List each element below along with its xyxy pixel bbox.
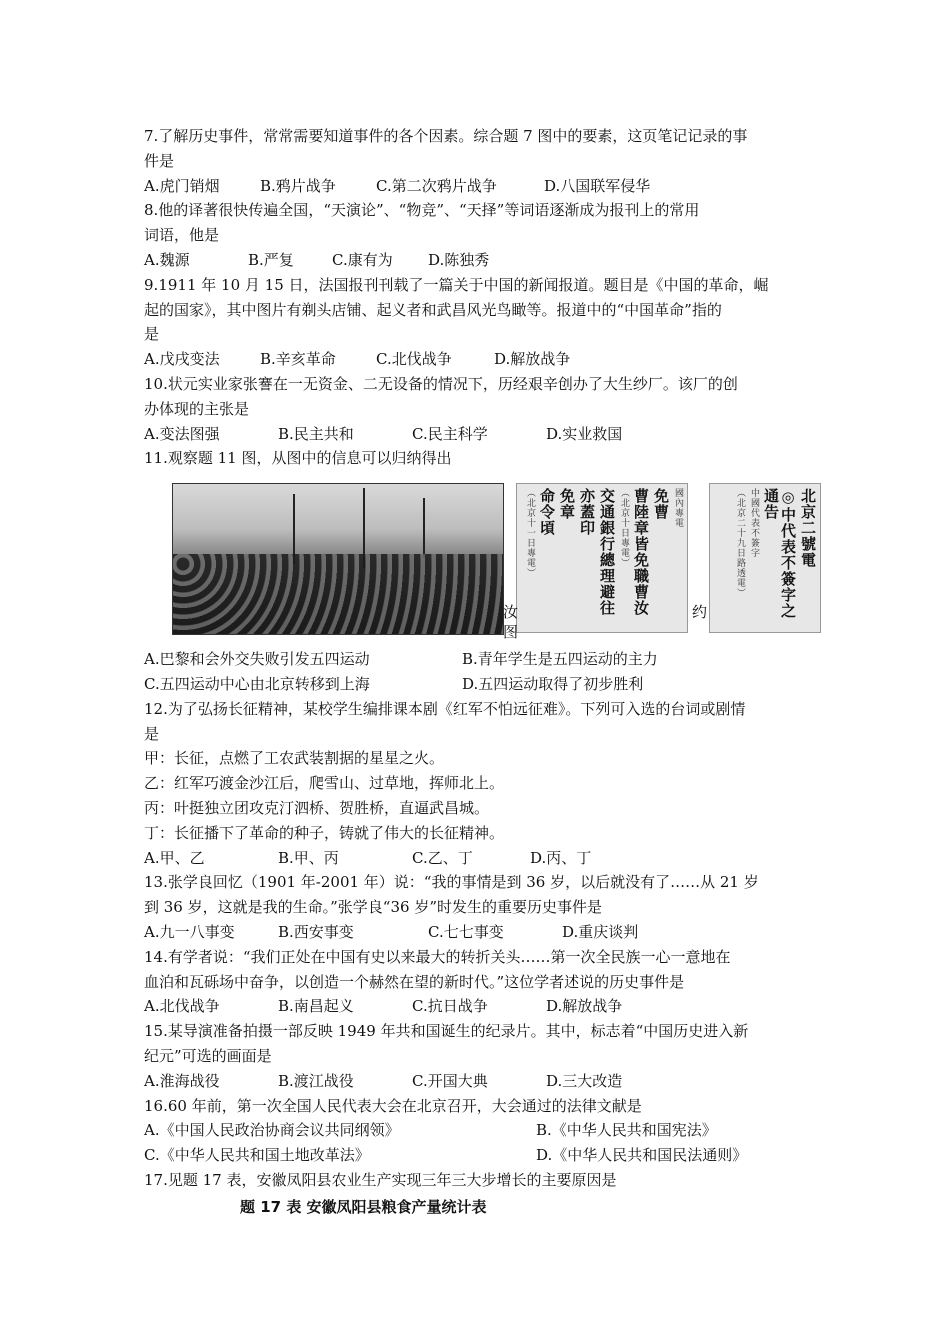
q13-options xyxy=(144,920,812,945)
q15-option-d[interactable]: D.三大改造 xyxy=(546,1071,623,1090)
q15-options xyxy=(144,1069,812,1094)
q12-item-bing: 丙：叶挺独立团攻克汀泗桥、贺胜桥，直逼武昌城。 xyxy=(144,798,490,817)
q15-option-c[interactable]: C.开国大典 xyxy=(412,1071,488,1090)
q7-stem: 7.了解历史事件，常常需要知道事件的各个因素。综合题 7 图中的要素，这页笔记记录的事 xyxy=(144,127,748,145)
q10-option-c[interactable]: C.民主科学 xyxy=(412,424,488,443)
q14-stem: 14.有学者说：“我们正处在中国有史以来最大的转折关头……第一次全民族一心一意地在 xyxy=(144,947,731,966)
q16-options-row2 xyxy=(144,1143,812,1168)
q17-stem: 17.见题 17 表，安徽凤阳县农业生产实现三年三大步增长的主要原因是 xyxy=(144,1170,617,1189)
news2-col: ◎中代表不簽字之通告 xyxy=(762,488,797,620)
q16-option-a[interactable]: A.《中国人民政治协商会议共同纲领》 xyxy=(144,1121,400,1140)
q9-option-d[interactable]: D.解放战争 xyxy=(494,350,571,369)
q10-option-b[interactable]: B.民主共和 xyxy=(278,424,354,443)
q11-option-c[interactable]: C.五四运动中心由北京转移到上海 xyxy=(144,674,370,693)
q14-option-c[interactable]: C.抗日战争 xyxy=(412,997,488,1016)
q8-option-b[interactable]: B.严复 xyxy=(248,250,294,269)
news2-note: （北京二十九日路透電） xyxy=(735,488,745,599)
q13-option-d[interactable]: D.重庆谈判 xyxy=(562,922,639,941)
q14-option-b[interactable]: B.南昌起义 xyxy=(278,997,354,1016)
exam-page xyxy=(144,124,817,1219)
q12-option-b[interactable]: B.甲、丙 xyxy=(278,848,339,867)
newspaper-clipping-1 xyxy=(516,483,688,633)
q11-figure xyxy=(144,475,817,645)
q9-stem-cont: 起的国家》，其中图片有剃头店铺、起义者和武昌风光鸟瞰等。报道中的“中国革命”指的 xyxy=(144,300,722,319)
q12-item-ding: 丁：长征播下了革命的种子，铸就了伟大的长征精神。 xyxy=(144,823,505,842)
q16-stem: 16.60 年前，第一次全国人民代表大会在北京召开，大会通过的法律文献是 xyxy=(144,1096,642,1115)
q12-options xyxy=(144,846,812,871)
news1-col: 命令頃 xyxy=(538,488,556,537)
news1-col: 曹陸章皆免職曹汝 xyxy=(632,488,650,617)
q7-options xyxy=(144,174,812,199)
news1-col: 免章 xyxy=(558,488,576,521)
news2-note: 中國代表不簽字 xyxy=(749,488,759,559)
q7-option-c[interactable]: C.第二次鸦片战争 xyxy=(376,176,497,195)
news1-col: 亦蓋印 xyxy=(578,488,596,537)
may-fourth-protest-photo xyxy=(172,483,504,635)
q11-option-d[interactable]: D.五四运动取得了初步胜利 xyxy=(462,674,644,693)
q8-option-a[interactable]: A.魏源 xyxy=(144,250,190,269)
q9-stem-end: 是 xyxy=(144,325,160,344)
q7-option-b[interactable]: B.鸦片战争 xyxy=(260,176,336,195)
q13-option-c[interactable]: C.七七事变 xyxy=(428,922,504,941)
q15-stem: 15.某导演准备拍摄一部反映 1949 年共和国诞生的纪录片。其中，标志着“中国历史进入新 xyxy=(144,1022,749,1041)
news1-col: 交通銀行總理避往 xyxy=(598,488,616,617)
figure-caption-mid: 图 xyxy=(503,623,519,642)
q7-option-a[interactable]: A.虎门销烟 xyxy=(144,176,220,195)
q9-option-a[interactable]: A.戊戌变法 xyxy=(144,350,220,369)
q9-option-b[interactable]: B.辛亥革命 xyxy=(260,350,336,369)
q12-stem-cont: 是 xyxy=(144,724,160,743)
news2-col: 北京二號電 xyxy=(799,488,817,569)
q15-stem-cont: 纪元”可选的画面是 xyxy=(144,1046,272,1065)
q11-options-row1 xyxy=(144,647,812,672)
q13-stem: 13.张学良回忆（1901 年-2001 年）说：“我的事情是到 36 岁，以后就没有了……从 21 岁 xyxy=(144,873,759,892)
q10-stem: 10.状元实业家张謇在一无资金、二无设备的情况下，历经艰辛创办了大生纱厂。该厂的创 xyxy=(144,374,738,393)
q12-option-c[interactable]: C.乙、丁 xyxy=(412,848,473,867)
q8-options xyxy=(144,248,812,273)
q16-option-b[interactable]: B.《中华人民共和国宪法》 xyxy=(536,1121,717,1140)
q14-stem-cont: 血泊和瓦砾场中奋争，以创造一个赫然在望的新时代。”这位学者述说的历史事件是 xyxy=(144,972,685,991)
news1-note: （北京十日專電） xyxy=(619,488,629,569)
q14-option-d[interactable]: D.解放战争 xyxy=(546,997,623,1016)
q9-stem: 9.1911 年 10 月 15 日，法国报刊刊载了一篇关于中国的新闻报道。题目是《中国的革命，崛 xyxy=(144,275,769,294)
q16-option-c[interactable]: C.《中华人民共和国土地改革法》 xyxy=(144,1146,370,1165)
q12-stem: 12.为了弘扬长征精神，某校学生编排课本剧《红军不怕远征难》。下列可入选的台词或剧情 xyxy=(144,699,746,718)
q9-option-c[interactable]: C.北伐战争 xyxy=(376,350,452,369)
news1-note: （北京十一日專電） xyxy=(525,488,535,579)
q8-option-d[interactable]: D.陈独秀 xyxy=(428,250,490,269)
q11-options-row2 xyxy=(144,672,812,697)
q10-options xyxy=(144,422,812,447)
figure-caption-right: 约 xyxy=(692,603,708,622)
q8-option-c[interactable]: C.康有为 xyxy=(332,250,393,269)
figure-caption-left: 汝 xyxy=(503,603,519,622)
q13-stem-cont: 到 36 岁，这就是我的生命。”张学良“36 岁”时发生的重要历史事件是 xyxy=(144,898,602,917)
q7-option-d[interactable]: D.八国联军侵华 xyxy=(544,176,651,195)
q12-option-a[interactable]: A.甲、乙 xyxy=(144,848,205,867)
q13-option-a[interactable]: A.九一八事变 xyxy=(144,922,235,941)
q15-option-a[interactable]: A.淮海战役 xyxy=(144,1071,220,1090)
q11-stem: 11.观察题 11 图，从图中的信息可以归纳得出 xyxy=(144,449,452,468)
q10-option-d[interactable]: D.实业救国 xyxy=(546,424,623,443)
q12-item-jia: 甲：长征，点燃了工农武装割据的星星之火。 xyxy=(144,749,445,768)
q7-stem-cont: 件是 xyxy=(144,151,175,170)
q16-options-row1 xyxy=(144,1118,812,1143)
q15-option-b[interactable]: B.渡江战役 xyxy=(278,1071,354,1090)
q14-options xyxy=(144,994,812,1019)
q12-item-yi: 乙：红军巧渡金沙江后，爬雪山、过草地，挥师北上。 xyxy=(144,774,505,793)
q13-option-b[interactable]: B.西安事变 xyxy=(278,922,354,941)
q10-option-a[interactable]: A.变法图强 xyxy=(144,424,220,443)
q10-stem-cont: 办体现的主张是 xyxy=(144,399,250,418)
news1-col: 免曹 xyxy=(652,488,670,521)
newspaper-clipping-2 xyxy=(709,483,821,633)
q8-stem-cont: 词语，他是 xyxy=(144,226,220,245)
q17-table-title: 题 17 表 安徽凤阳县粮食产量统计表 xyxy=(240,1197,487,1216)
q11-option-a[interactable]: A.巴黎和会外交失败引发五四运动 xyxy=(144,650,370,669)
q12-option-d[interactable]: D.丙、丁 xyxy=(530,848,592,867)
news1-header: 國內專電 xyxy=(673,488,683,529)
q9-options xyxy=(144,347,812,372)
q8-stem: 8.他的译著很快传遍全国，“天演论”、“物竞”、“天择”等词语逐渐成为报刊上的常用 xyxy=(144,201,700,220)
q14-option-a[interactable]: A.北伐战争 xyxy=(144,997,220,1016)
q16-option-d[interactable]: D.《中华人民共和国民法通则》 xyxy=(536,1146,748,1165)
q11-option-b[interactable]: B.青年学生是五四运动的主力 xyxy=(462,650,658,669)
